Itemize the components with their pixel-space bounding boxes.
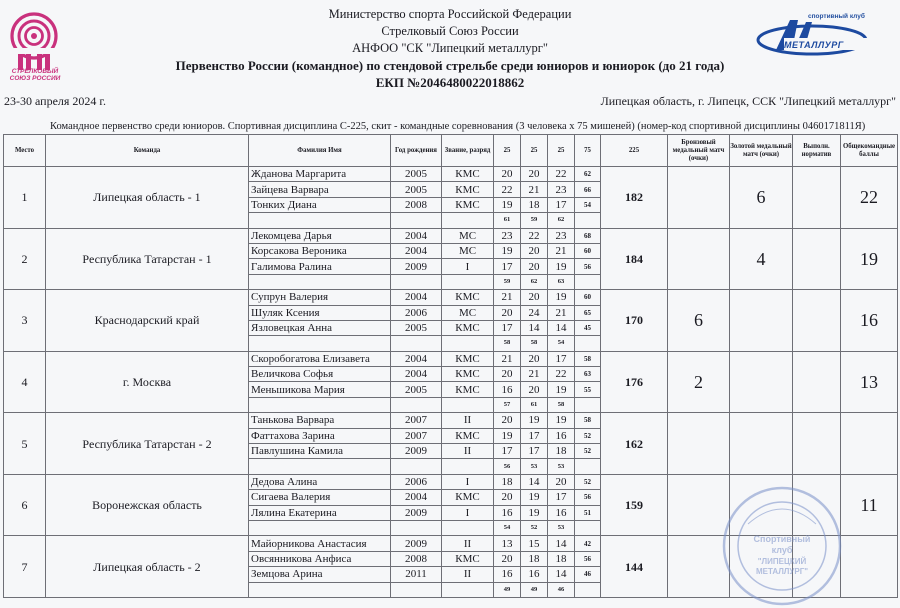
bronze-match-points: 6 — [668, 290, 730, 352]
athlete-name: Галимова Ралина — [249, 259, 391, 274]
table-row — [4, 167, 898, 182]
athlete-name: Павлушина Камила — [249, 444, 391, 459]
document-header — [0, 0, 900, 130]
birth-year: 2005 — [391, 382, 442, 397]
sport-rank: КМС — [442, 490, 494, 505]
team-total: 170 — [601, 290, 668, 352]
sport-rank: КМС — [442, 290, 494, 305]
empty-cell — [249, 336, 391, 351]
athlete-name: Скоробогатова Елизавета — [249, 351, 391, 366]
birth-year: 2005 — [391, 182, 442, 197]
sport-rank: II — [442, 536, 494, 551]
norm-fulfilled — [793, 351, 841, 413]
team-place: 4 — [4, 351, 46, 413]
sport-rank: КМС — [442, 382, 494, 397]
empty-cell — [575, 213, 601, 228]
athlete-total: 62 — [575, 167, 601, 182]
team-points: 22 — [841, 167, 898, 229]
event-title: Первенство России (командное) по стендовой стрельбе среди юниоров и юниорок (до 21 года) — [175, 58, 725, 73]
column-header: Фамилия Имя — [249, 135, 391, 167]
series-score: 17 — [494, 259, 521, 274]
team-points: 16 — [841, 290, 898, 352]
column-header: 25 — [521, 135, 548, 167]
empty-cell — [575, 582, 601, 597]
team-place: 5 — [4, 413, 46, 475]
team-place: 7 — [4, 536, 46, 598]
birth-year: 2007 — [391, 413, 442, 428]
series-score: 17 — [494, 444, 521, 459]
series-score: 14 — [548, 320, 575, 335]
bronze-match-points — [668, 413, 730, 475]
team-name: Липецкая область - 2 — [46, 536, 249, 598]
series-score: 20 — [521, 351, 548, 366]
series-score: 13 — [494, 536, 521, 551]
athlete-total: 56 — [575, 551, 601, 566]
series-score: 17 — [548, 197, 575, 212]
athlete-total: 42 — [575, 536, 601, 551]
athlete-name: Тонких Диана — [249, 197, 391, 212]
sport-rank: КМС — [442, 551, 494, 566]
birth-year: 2004 — [391, 490, 442, 505]
sport-rank: КМС — [442, 320, 494, 335]
empty-cell — [391, 213, 442, 228]
birth-year: 2009 — [391, 259, 442, 274]
series-score: 17 — [548, 490, 575, 505]
team-name: Республика Татарстан - 1 — [46, 228, 249, 290]
table-row — [4, 228, 898, 243]
empty-cell — [442, 274, 494, 289]
club-stamp-icon — [712, 484, 852, 608]
empty-cell — [391, 336, 442, 351]
athlete-total: 65 — [575, 305, 601, 320]
sport-rank: I — [442, 474, 494, 489]
series-score: 20 — [494, 167, 521, 182]
empty-cell — [391, 274, 442, 289]
table-row — [4, 351, 898, 366]
empty-cell — [442, 397, 494, 412]
birth-year: 2005 — [391, 320, 442, 335]
series-score: 23 — [548, 182, 575, 197]
sport-rank: МС — [442, 243, 494, 258]
series-score: 18 — [521, 551, 548, 566]
series-sum: 61 — [521, 397, 548, 412]
series-score: 23 — [548, 228, 575, 243]
table-header-row — [4, 135, 898, 167]
column-header: Золотой медальный матч (очки) — [730, 135, 793, 167]
empty-cell — [575, 459, 601, 474]
athlete-total: 58 — [575, 413, 601, 428]
norm-fulfilled — [793, 167, 841, 229]
athlete-total: 60 — [575, 243, 601, 258]
empty-cell — [249, 274, 391, 289]
team-total: 159 — [601, 474, 668, 536]
series-score: 18 — [548, 444, 575, 459]
athlete-total: 55 — [575, 382, 601, 397]
athlete-total: 45 — [575, 320, 601, 335]
sport-rank: II — [442, 444, 494, 459]
series-sum: 46 — [548, 582, 575, 597]
series-score: 20 — [494, 490, 521, 505]
empty-cell — [391, 582, 442, 597]
series-score: 19 — [494, 243, 521, 258]
series-sum: 58 — [548, 397, 575, 412]
series-score: 18 — [521, 197, 548, 212]
series-score: 20 — [494, 551, 521, 566]
athlete-name: Язловецкая Анна — [249, 320, 391, 335]
series-score: 14 — [548, 567, 575, 582]
series-score: 19 — [521, 413, 548, 428]
birth-year: 2004 — [391, 290, 442, 305]
gold-match-points: 6 — [730, 167, 793, 229]
series-sum: 52 — [521, 520, 548, 535]
athlete-name: Лялина Екатерина — [249, 505, 391, 520]
empty-cell — [575, 397, 601, 412]
series-score: 20 — [548, 474, 575, 489]
svg-text:МЕТАЛЛУРГ": МЕТАЛЛУРГ" — [755, 567, 809, 576]
series-score: 16 — [494, 567, 521, 582]
norm-fulfilled — [793, 228, 841, 290]
birth-year: 2006 — [391, 305, 442, 320]
series-score: 19 — [521, 505, 548, 520]
series-score: 21 — [494, 351, 521, 366]
series-score: 19 — [548, 382, 575, 397]
team-points: 11 — [841, 474, 898, 536]
sport-rank: II — [442, 567, 494, 582]
gold-match-points — [730, 351, 793, 413]
team-points: 13 — [841, 351, 898, 413]
sport-rank: МС — [442, 305, 494, 320]
athlete-name: Овсянникова Анфиса — [249, 551, 391, 566]
athlete-total: 58 — [575, 351, 601, 366]
birth-year: 2008 — [391, 197, 442, 212]
series-sum: 53 — [548, 459, 575, 474]
athlete-name: Зайцева Варвара — [249, 182, 391, 197]
series-sum: 58 — [494, 336, 521, 351]
table-row — [4, 290, 898, 305]
athlete-total: 46 — [575, 567, 601, 582]
athlete-name: Меньшикова Мария — [249, 382, 391, 397]
athlete-name: Земцова Арина — [249, 567, 391, 582]
team-total: 182 — [601, 167, 668, 229]
athlete-name: Корсакова Вероника — [249, 243, 391, 258]
series-score: 16 — [548, 428, 575, 443]
column-header: Бронзовый медальный матч (очки) — [668, 135, 730, 167]
athlete-total: 56 — [575, 490, 601, 505]
team-name: Липецкая область - 1 — [46, 167, 249, 229]
table-row — [4, 413, 898, 428]
athlete-name: Супрун Валерия — [249, 290, 391, 305]
discipline-caption: Командное первенство среди юниоров. Спортивная дисциплина С-225, скит - командные соревнования (3 человека х 75 мишеней) (номер-код спортивной дисциплины 0460171811Я) — [50, 121, 866, 132]
series-score: 19 — [548, 259, 575, 274]
team-name: г. Москва — [46, 351, 249, 413]
birth-year: 2004 — [391, 228, 442, 243]
empty-cell — [249, 520, 391, 535]
series-score: 18 — [494, 474, 521, 489]
sport-rank: II — [442, 413, 494, 428]
series-score: 21 — [548, 243, 575, 258]
column-header: 225 — [601, 135, 668, 167]
birth-year: 2009 — [391, 444, 442, 459]
birth-year: 2009 — [391, 536, 442, 551]
series-sum: 56 — [494, 459, 521, 474]
birth-year: 2005 — [391, 167, 442, 182]
right-logo-small-text: спортивный клуб — [808, 13, 865, 20]
bronze-match-points — [668, 167, 730, 229]
column-header: Звание, разряд — [442, 135, 494, 167]
event-venue: Липецкая область, г. Липецк, ССК "Липецкий металлург" — [600, 94, 896, 108]
column-header: 25 — [494, 135, 521, 167]
birth-year: 2009 — [391, 505, 442, 520]
event-date: 23-30 апреля 2024 г. — [4, 94, 106, 108]
athlete-total: 52 — [575, 428, 601, 443]
series-sum: 59 — [521, 213, 548, 228]
series-sum: 54 — [494, 520, 521, 535]
athlete-total: 52 — [575, 444, 601, 459]
column-header: Выполн. норматив — [793, 135, 841, 167]
series-score: 21 — [521, 182, 548, 197]
athlete-total: 60 — [575, 290, 601, 305]
empty-cell — [391, 459, 442, 474]
series-score: 16 — [494, 505, 521, 520]
series-sum: 62 — [521, 274, 548, 289]
empty-cell — [442, 213, 494, 228]
sport-rank: КМС — [442, 351, 494, 366]
athlete-name: Лекомцева Дарья — [249, 228, 391, 243]
svg-text:"ЛИПЕЦКИЙ: "ЛИПЕЦКИЙ — [757, 557, 807, 566]
empty-cell — [575, 336, 601, 351]
athlete-total: 66 — [575, 182, 601, 197]
team-place: 1 — [4, 167, 46, 229]
series-score: 20 — [494, 413, 521, 428]
svg-text:клуб: клуб — [771, 545, 793, 555]
series-sum: 49 — [494, 582, 521, 597]
sport-rank: I — [442, 505, 494, 520]
series-sum: 53 — [548, 520, 575, 535]
club-line: АНФОО "СК "Липецкий металлург" — [352, 41, 548, 55]
sport-rank: КМС — [442, 428, 494, 443]
series-score: 17 — [521, 428, 548, 443]
team-place: 6 — [4, 474, 46, 536]
series-score: 20 — [521, 290, 548, 305]
team-total: 176 — [601, 351, 668, 413]
athlete-total: 54 — [575, 197, 601, 212]
series-sum: 57 — [494, 397, 521, 412]
sport-rank: КМС — [442, 367, 494, 382]
athlete-total: 56 — [575, 259, 601, 274]
series-score: 24 — [521, 305, 548, 320]
empty-cell — [249, 582, 391, 597]
athlete-name: Танькова Варвара — [249, 413, 391, 428]
series-score: 14 — [548, 536, 575, 551]
ministry-line: Министерство спорта Российской Федерации — [328, 7, 572, 21]
series-score: 19 — [548, 290, 575, 305]
empty-cell — [249, 459, 391, 474]
sport-rank: I — [442, 259, 494, 274]
athlete-name: Майорникова Анастасия — [249, 536, 391, 551]
series-score: 22 — [548, 367, 575, 382]
empty-cell — [391, 520, 442, 535]
series-score: 17 — [548, 351, 575, 366]
athlete-total: 51 — [575, 505, 601, 520]
athlete-name: Величкова Софья — [249, 367, 391, 382]
column-header: 25 — [548, 135, 575, 167]
series-sum: 53 — [521, 459, 548, 474]
sport-rank: КМС — [442, 182, 494, 197]
empty-cell — [249, 397, 391, 412]
athlete-name: Жданова Маргарита — [249, 167, 391, 182]
series-score: 16 — [548, 505, 575, 520]
sport-rank: КМС — [442, 197, 494, 212]
norm-fulfilled — [793, 290, 841, 352]
athlete-total: 68 — [575, 228, 601, 243]
birth-year: 2004 — [391, 367, 442, 382]
series-sum: 49 — [521, 582, 548, 597]
series-score: 16 — [521, 567, 548, 582]
series-score: 19 — [521, 490, 548, 505]
athlete-name: Фаттахова Зарина — [249, 428, 391, 443]
empty-cell — [442, 582, 494, 597]
empty-cell — [442, 520, 494, 535]
left-logo-caption: СТРЕЛКОВЫЙ СОЮЗ РОССИИ — [9, 68, 61, 82]
series-score: 15 — [521, 536, 548, 551]
series-score: 20 — [521, 167, 548, 182]
series-sum: 54 — [548, 336, 575, 351]
team-total: 162 — [601, 413, 668, 475]
series-score: 19 — [494, 197, 521, 212]
series-sum: 59 — [494, 274, 521, 289]
sport-rank: КМС — [442, 167, 494, 182]
series-sum: 61 — [494, 213, 521, 228]
athlete-total: 63 — [575, 367, 601, 382]
athlete-name: Дедова Алина — [249, 474, 391, 489]
column-header: Год рождения — [391, 135, 442, 167]
column-header: Команда — [46, 135, 249, 167]
bronze-match-points: 2 — [668, 351, 730, 413]
empty-cell — [575, 520, 601, 535]
athlete-name: Шуляк Ксения — [249, 305, 391, 320]
series-score: 20 — [521, 382, 548, 397]
birth-year: 2006 — [391, 474, 442, 489]
series-score: 22 — [548, 167, 575, 182]
empty-cell — [391, 397, 442, 412]
sport-rank: МС — [442, 228, 494, 243]
empty-cell — [249, 213, 391, 228]
team-name: Воронежская область — [46, 474, 249, 536]
series-score: 20 — [521, 259, 548, 274]
series-score: 21 — [548, 305, 575, 320]
birth-year: 2004 — [391, 243, 442, 258]
team-name: Краснодарский край — [46, 290, 249, 352]
series-score: 20 — [494, 367, 521, 382]
team-total: 144 — [601, 536, 668, 598]
team-place: 3 — [4, 290, 46, 352]
right-logo-word: МЕТАЛЛУРГ — [784, 40, 844, 50]
series-score: 16 — [494, 382, 521, 397]
series-score: 18 — [548, 551, 575, 566]
series-score: 14 — [521, 474, 548, 489]
bronze-match-points — [668, 228, 730, 290]
gold-match-points — [730, 413, 793, 475]
norm-fulfilled — [793, 413, 841, 475]
empty-cell — [442, 459, 494, 474]
gold-match-points: 4 — [730, 228, 793, 290]
series-sum: 63 — [548, 274, 575, 289]
series-sum: 58 — [521, 336, 548, 351]
series-score: 20 — [521, 243, 548, 258]
series-score: 21 — [494, 290, 521, 305]
series-score: 20 — [494, 305, 521, 320]
birth-year: 2008 — [391, 551, 442, 566]
series-score: 23 — [494, 228, 521, 243]
team-place: 2 — [4, 228, 46, 290]
series-score: 22 — [494, 182, 521, 197]
athlete-name: Сигаева Валерия — [249, 490, 391, 505]
athlete-total: 52 — [575, 474, 601, 489]
union-line: Стрелковый Союз России — [381, 24, 519, 38]
series-score: 14 — [521, 320, 548, 335]
series-score: 17 — [494, 320, 521, 335]
series-sum: 62 — [548, 213, 575, 228]
series-score: 22 — [521, 228, 548, 243]
series-score: 19 — [494, 428, 521, 443]
team-points — [841, 413, 898, 475]
team-points: 19 — [841, 228, 898, 290]
birth-year: 2004 — [391, 351, 442, 366]
column-header: Место — [4, 135, 46, 167]
series-score: 19 — [548, 413, 575, 428]
empty-cell — [442, 336, 494, 351]
ekp-number: ЕКП №2046480022018862 — [375, 75, 525, 90]
team-name: Республика Татарстан - 2 — [46, 413, 249, 475]
empty-cell — [575, 274, 601, 289]
column-header: 75 — [575, 135, 601, 167]
series-score: 17 — [521, 444, 548, 459]
gold-match-points — [730, 290, 793, 352]
birth-year: 2011 — [391, 567, 442, 582]
series-score: 21 — [521, 367, 548, 382]
birth-year: 2007 — [391, 428, 442, 443]
svg-text:Спортивный: Спортивный — [753, 534, 811, 544]
team-total: 184 — [601, 228, 668, 290]
column-header: Общекомандные баллы — [841, 135, 898, 167]
metallurg-logo-icon — [756, 14, 870, 58]
